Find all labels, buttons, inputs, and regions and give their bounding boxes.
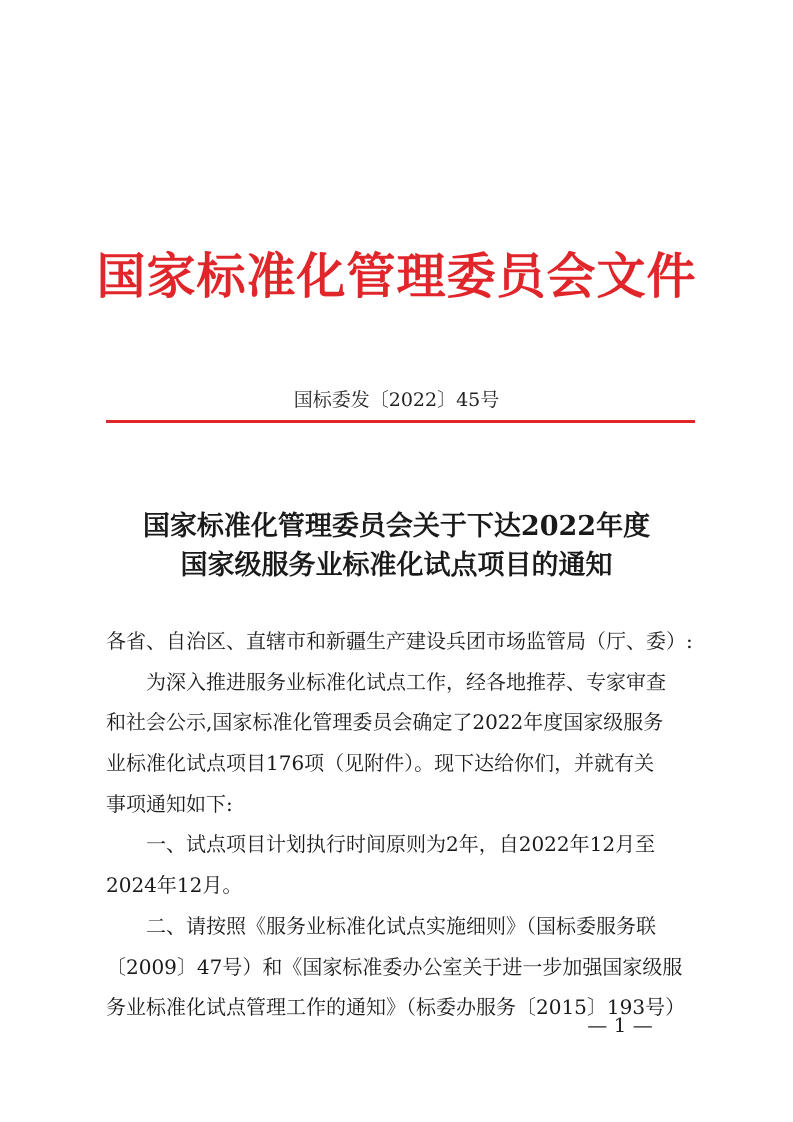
red-divider [106, 420, 695, 423]
body-line: 和社会公示,国家标准化管理委员会确定了2022年度国家级服务 [106, 710, 664, 735]
body-line: 为深入推进服务业标准化试点工作，经各地推荐、专家审查 [146, 669, 666, 694]
notice-title-line-1: 国家标准化管理委员会关于下达2022年度 [142, 511, 651, 542]
body-line: 二、请按照《服务业标准化试点实施细则》（国标委服务联 [146, 913, 656, 938]
page-number: — 1 — [587, 1013, 653, 1037]
body-line: 2024年12月。 [106, 873, 243, 898]
document-number: 国标委发〔2022〕45号 [293, 389, 500, 411]
body-text [106, 621, 696, 1028]
document-header-title: 国家标准化管理委员会文件 [96, 248, 697, 305]
body-line: 务业标准化试点管理工作的通知》（标委办服务〔2015〕193号） [106, 995, 686, 1020]
notice-title-line-2: 国家级服务业标准化试点项目的通知 [180, 550, 613, 581]
body-line: 一、试点项目计划执行时间原则为2年，自2022年12月至 [146, 832, 656, 857]
body-line: 事项通知如下: [106, 791, 233, 816]
body-line: 〔2009〕47号）和《国家标准委办公室关于进一步加强国家级服 [106, 954, 683, 979]
addressee-line: 各省、自治区、直辖市和新疆生产建设兵团市场监管局（厅、委）: [106, 629, 693, 653]
body-line: 业标准化试点项目176项（见附件）。现下达给你们，并就有关 [106, 751, 655, 776]
